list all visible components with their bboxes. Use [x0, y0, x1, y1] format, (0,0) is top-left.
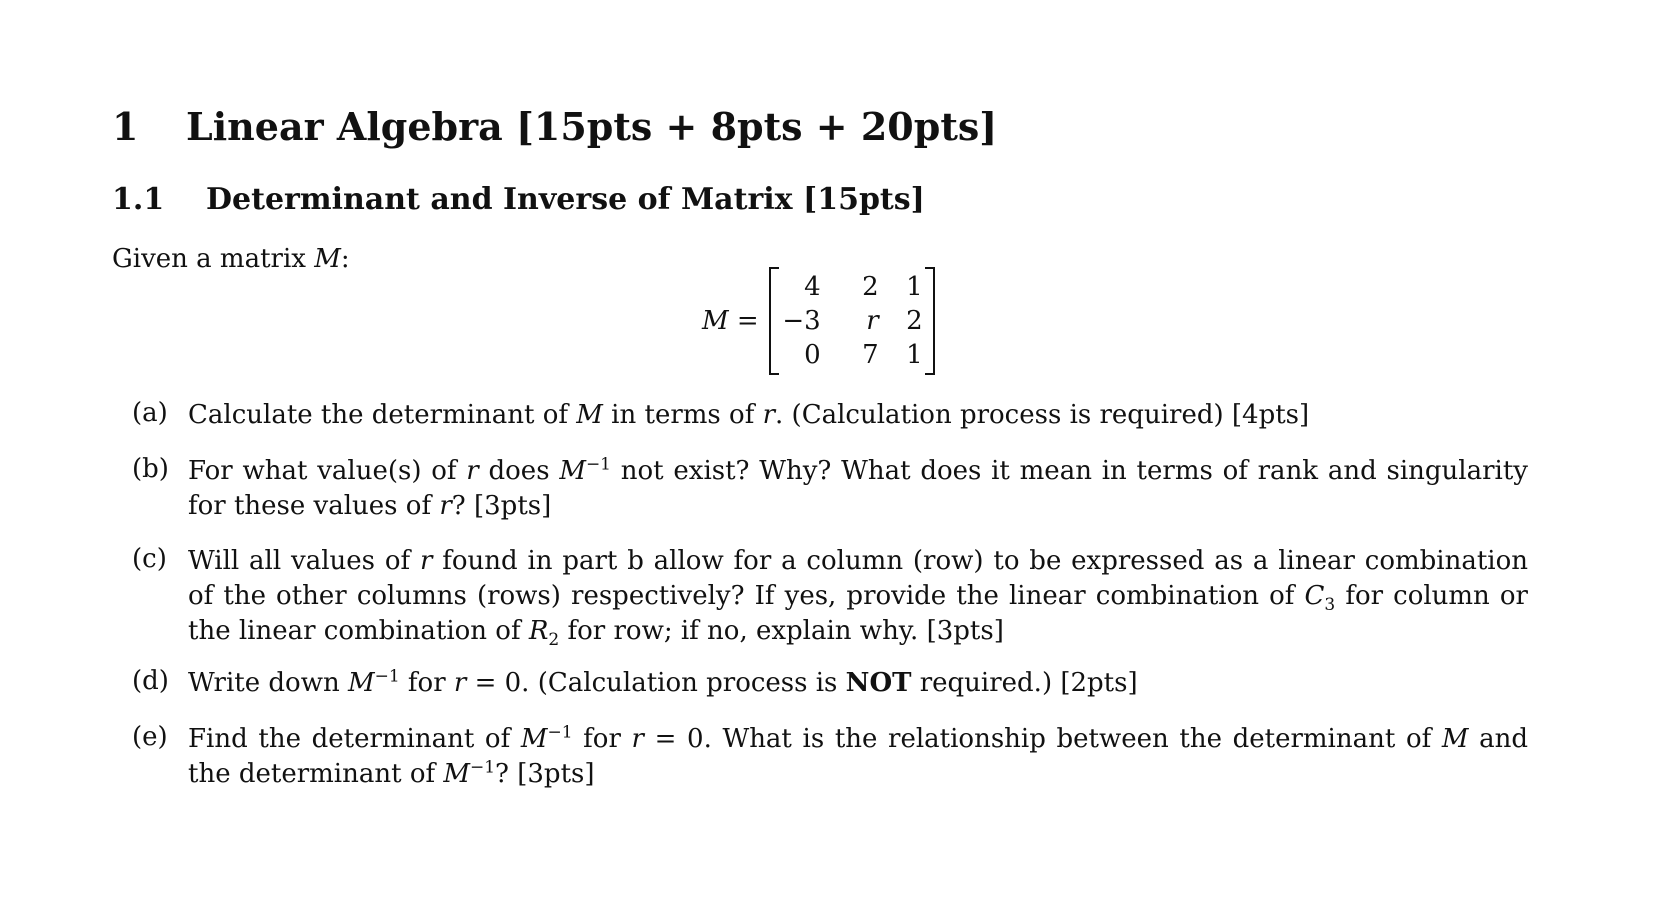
matrix-cell: 2	[906, 306, 923, 336]
matrix-cell: −3	[782, 306, 821, 336]
question-b	[132, 454, 1528, 524]
question-text: Write down $M^{-1}$ for r = 0. (Calculation process is NOT required.) [2pts]	[188, 666, 1138, 698]
question-text: Find the determinant of $M^{-1}$ for r = 0. What is the relationship between the determinant of M and the determinant of $M^{-1}$? [3pts]	[188, 722, 1529, 789]
matrix-cell: 1	[906, 272, 923, 302]
question-label: (c)	[132, 544, 167, 574]
question-text: Calculate the determinant of M in terms of r. (Calculation process is required) [4pts]	[188, 400, 1310, 430]
question-e	[132, 722, 1528, 792]
question-c	[132, 544, 1528, 649]
question-label: (e)	[132, 722, 168, 752]
left-bracket	[769, 267, 779, 375]
subsection-heading	[112, 182, 925, 217]
matrix-cell: 4	[804, 272, 821, 302]
question-d	[132, 666, 1528, 701]
matrix-cell: r	[866, 306, 879, 336]
section-number: 1	[112, 104, 139, 149]
question-label: (a)	[132, 398, 168, 428]
matrix-equation	[702, 266, 935, 376]
question-a	[132, 398, 1528, 433]
subsection-title: Determinant and Inverse of Matrix [15pts]	[206, 182, 925, 217]
matrix-cell: 7	[862, 340, 879, 370]
question-label: (b)	[132, 454, 169, 484]
matrix-label: M =	[702, 306, 759, 336]
section-title: Linear Algebra [15pts + 8pts + 20pts]	[186, 104, 998, 149]
question-text: For what value(s) of r does $M^{-1}$ not exist? Why? What does it mean in terms of rank and singularity for these values of r? [3pts]	[188, 454, 1528, 521]
question-text: Will all values of r found in part b allow for a column (row) to be expressed as a linear combination of the other columns (rows) respectively? If yes, provide the linear combination of $C_3$ for column or the linear combination of $R_2$ for row; if no, explain why. [3pts]	[188, 546, 1528, 651]
subsection-number: 1.1	[112, 182, 165, 217]
matrix-cell: 0	[804, 340, 821, 370]
matrix-cell: 1	[906, 340, 923, 370]
matrix-grid	[779, 270, 925, 372]
matrix-cell: 2	[862, 272, 879, 302]
right-bracket	[925, 267, 935, 375]
question-label: (d)	[132, 666, 169, 696]
section-heading	[112, 104, 997, 149]
intro-text: Given a matrix M:	[112, 244, 350, 274]
